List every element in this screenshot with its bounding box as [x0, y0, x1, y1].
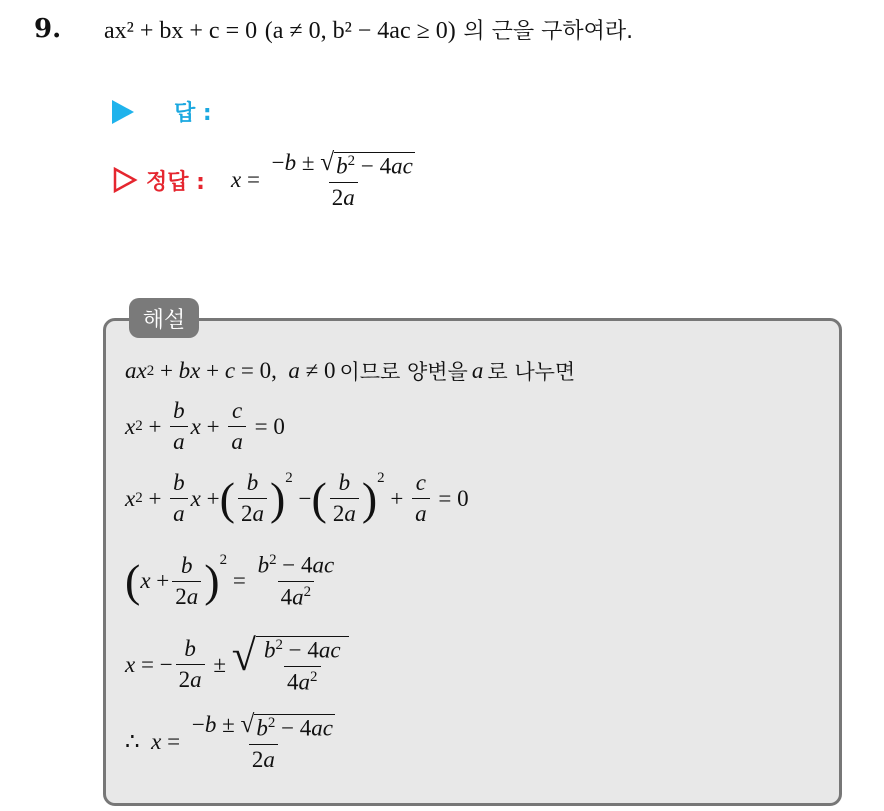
- question-number: 9.: [34, 14, 62, 44]
- outline-play-icon: [112, 167, 138, 193]
- question-instruction: 의 근을 구하여라.: [463, 19, 634, 44]
- solution-divide-end: 로 나누면: [487, 360, 576, 384]
- solution-line-5: x = − $\frac{b}{2a}$ ± √ $\frac{b^2 - 4ac}{4a^2}$: [125, 634, 349, 695]
- solution-line-1: ax 2 + bx + c = 0, a ≠ 0 이므로 양변을 a 로 나누면: [125, 358, 576, 384]
- correct-answer-label: 정답 :: [146, 169, 205, 195]
- answer-row: [112, 96, 212, 127]
- solution-line-2: x 2 + $\frac{b}{a}$ x + $\frac{c}{a}$ = 0: [125, 398, 285, 454]
- solution-divide-text: 이므로 양변을: [339, 360, 468, 384]
- play-icon: [112, 100, 134, 124]
- solution-line-3: x 2 + $\frac{b}{a}$ x + ( $\frac{b}{2a}$ ) $^2$ − ( $\frac{b}{2a}$ ) $^2$ + $\frac{c}{a}$ = 0: [125, 470, 469, 526]
- correct-answer-row: [112, 150, 421, 211]
- correct-answer-formula: x = −b ± √ $b^2 - 4ac$ 2a: [230, 148, 413, 210]
- question-text: [104, 14, 633, 45]
- solution-tab: 해설: [129, 298, 199, 338]
- answer-label: 답 :: [174, 101, 212, 126]
- solution-line-4: ( x + $\frac{b}{2a}$ ) $^2$ = $\frac{b^2 - 4ac}{4a^2}$: [125, 552, 335, 610]
- solution-line-6: ∴ x = −b ± √ $b^2 - 4ac$ 2a: [125, 710, 334, 772]
- question-condition: (a ≠ 0, b² − 4ac ≥ 0): [264, 18, 456, 44]
- question-equation: ax² + bx + c = 0: [104, 18, 258, 44]
